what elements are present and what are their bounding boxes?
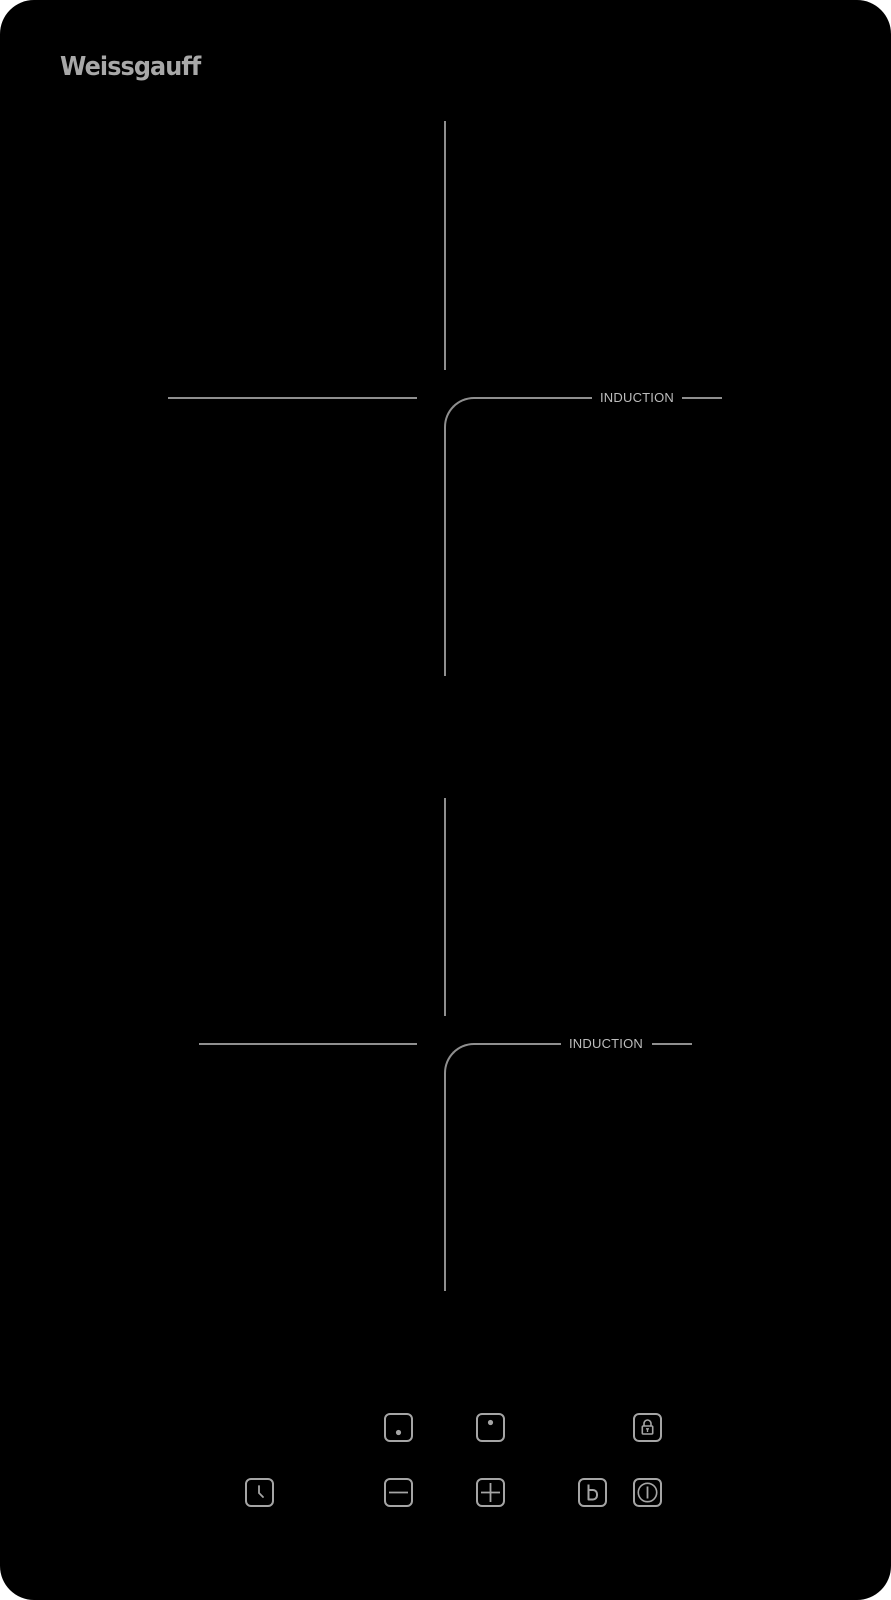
- lower-zone-top-line: [444, 798, 446, 1016]
- upper-zone-corner-line: [444, 397, 592, 676]
- plus-icon: [478, 1480, 503, 1505]
- boost-button[interactable]: [578, 1478, 607, 1507]
- front-zone-select-button[interactable]: [384, 1413, 413, 1442]
- minus-icon: [386, 1480, 411, 1505]
- boost-b-icon: [580, 1480, 605, 1505]
- upper-zone-label: INDUCTION: [600, 390, 675, 405]
- lower-zone-label: INDUCTION: [569, 1036, 644, 1051]
- timer-button[interactable]: [245, 1478, 274, 1507]
- lower-zone-corner-line: [444, 1043, 561, 1291]
- power-icon: [635, 1480, 660, 1505]
- upper-zone-left-line: [168, 397, 417, 399]
- dot-bottom-icon: [386, 1415, 411, 1440]
- clock-icon: [247, 1480, 272, 1505]
- lock-button[interactable]: [633, 1413, 662, 1442]
- decrease-button[interactable]: [384, 1478, 413, 1507]
- lower-zone-right-line: [652, 1043, 692, 1045]
- upper-zone-right-line: [682, 397, 722, 399]
- dot-top-icon: [478, 1415, 503, 1440]
- power-button[interactable]: [633, 1478, 662, 1507]
- rear-zone-select-button[interactable]: [476, 1413, 505, 1442]
- brand-logo: Weissgauff: [60, 52, 201, 82]
- lock-icon: [635, 1415, 660, 1440]
- lower-zone-left-line: [199, 1043, 417, 1045]
- increase-button[interactable]: [476, 1478, 505, 1507]
- upper-zone-top-line: [444, 121, 446, 370]
